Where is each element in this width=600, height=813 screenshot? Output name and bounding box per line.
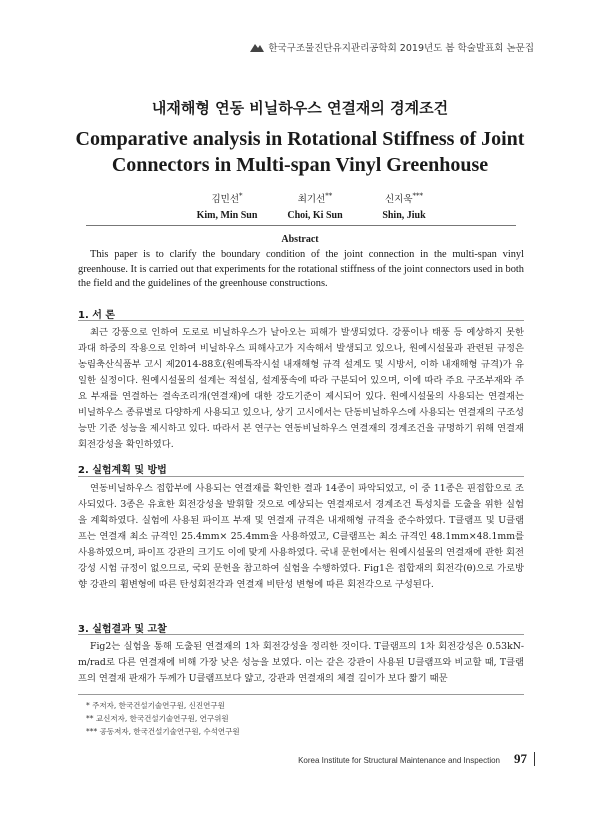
footnote-1: * 주저자, 한국건설기술연구원, 신진연구원: [86, 701, 225, 710]
abstract-rule: [86, 225, 516, 226]
section-2-text: 연동비닐하우스 접합부에 사용되는 연결재를 확인한 결과 14종이 파악되었고, 이 중 11종은 핀접합으로 조사되었다. 3종은 유효한 회전강성을 발휘할 것으로 예상되는 연결재로서 경계조건 특성치를 도출을 위한 실험을 계획하였다. 실험에 사용된 파이프 부재 및 연결재 규격은 내재해형 규격을 준수하였다. T클램프 및 U클램프는 연결재 최소 규격인 25.4mm× 25.4mm을 사용하였고, C클램프는 최소 규격인 48.1mm×48.1mm를 사용하였으며, 파이프 강관의 크기도 이에 맞게 사용하였다. 국내 문헌에서는 원예시설물의 연결재에 관한 회전강성 시험 규정이 없으므로, 국외 문헌을 참고하여 실험을 수행하였다. Fig1은 접합재의 회전각(θ)으로 가로방향 강관의 휨변형에 따른 탄성회전각과 연결재 비탄성 변형에 따른 회전각으로 구성된다.: [78, 483, 524, 590]
section-1-rule: [78, 320, 524, 321]
footnote-rule: [78, 694, 524, 695]
page-number-bar: [534, 752, 535, 766]
footnote-2: ** 교신저자, 한국건설기술연구원, 연구위원: [86, 714, 229, 723]
author-3: [349, 188, 459, 224]
section-3-text: Fig2는 실험을 통해 도출된 연결재의 1차 회전강성을 정리한 것이다. T클램프의 1차 회전강성은 0.53kN-m/rad로 다른 연결재에 비해 가장 낮은 성능을 보였다. 이는 같은 강관이 사용된 U클램프와 비교할 때, T클램프의 연결재 판재가 두께가 U클램프보다 얇고, 강관과 연결재의 체결 길이가 보다 짧기 때문: [78, 641, 524, 684]
author-name-en: Kim, Min Sun: [196, 210, 258, 222]
author-mark: **: [325, 192, 333, 200]
section-3-heading: 3. 실험결과 및 고찰: [78, 624, 167, 635]
journal-logo-icon: [250, 42, 264, 53]
footer-organization: Korea Institute for Structural Maintenance and Inspection: [298, 756, 500, 765]
author-name-ko: 김민선: [211, 194, 240, 206]
section-2-rule: [78, 476, 524, 477]
abstract-text: This paper is to clarify the boundary condition of the joint connection in the multi-span vinyl greenhouse. It is carried out that experiments for the rotational stiffness of the joint connectors used in both the field and the guidelines of the greenhouse constructions.: [78, 249, 524, 289]
running-head-text: 한국구조물진단유지관리공학회 2019년도 봄 학술발표회 논문집: [268, 43, 534, 54]
section-2-heading: 2. 실험계획 및 방법: [78, 465, 167, 476]
section-1-text: 최근 강풍으로 인하여 도로로 비닐하우스가 날아오는 피해가 발생되었다. 강풍이나 태풍 등 예상하지 못한 과대 하중의 작용으로 인하여 비닐하우스 피해사고가 지속해서 발생되고 있으나, 원예시설물과 관련된 규정은 농림축산식품부 고시 제2014-88호(원예특작시설 내재해형 규격 설계도 및 시방서, 이하 내재해형 규격)가 유일한 실정이다. 원예시설물의 설계는 적설심, 설계풍속에 따라 구분되어 있으며, 이에 따라 주요 구조부재와 주요 부재를 연결하는 결속조리개(연결재)에 대한 강도기준이 제시되어 있다. 원예시설물의 사용되는 연결재는 비닐하우스 종류별로 다양하게 사용되고 있으나, 상기 고시에서는 단동비닐하우스에 사용되는 연결재의 구조성능만 기준 성능을 제시하고 있다. 따라서 본 연구는 연동비닐하우스 연결재의 경계조건을 규명하기 위해 연결재 회전강성을 확인하였다.: [78, 327, 524, 450]
abstract-heading: Abstract: [281, 234, 319, 245]
author-name-ko: 최기선: [297, 194, 326, 206]
author-name-en: Shin, Jiuk: [382, 210, 426, 222]
page-number: 97: [514, 751, 527, 766]
author-name-ko: 신지욱: [384, 194, 413, 206]
author-mark: ***: [412, 192, 424, 200]
author-mark: *: [239, 192, 243, 200]
footnote-3: *** 공동저자, 한국건설기술연구원, 수석연구원: [86, 727, 240, 736]
running-head: [250, 40, 534, 54]
author-name-en: Choi, Ki Sun: [287, 210, 343, 222]
section-3-rule: [78, 634, 524, 635]
title-english: Comparative analysis in Rotational Stiffness of Joint Connectors in Multi-span Vinyl Greenhouse: [75, 128, 525, 176]
section-1-heading: 1. 서 론: [78, 310, 116, 321]
title-korean: 내재해형 연동 비닐하우스 연결재의 경계조건: [151, 99, 449, 117]
